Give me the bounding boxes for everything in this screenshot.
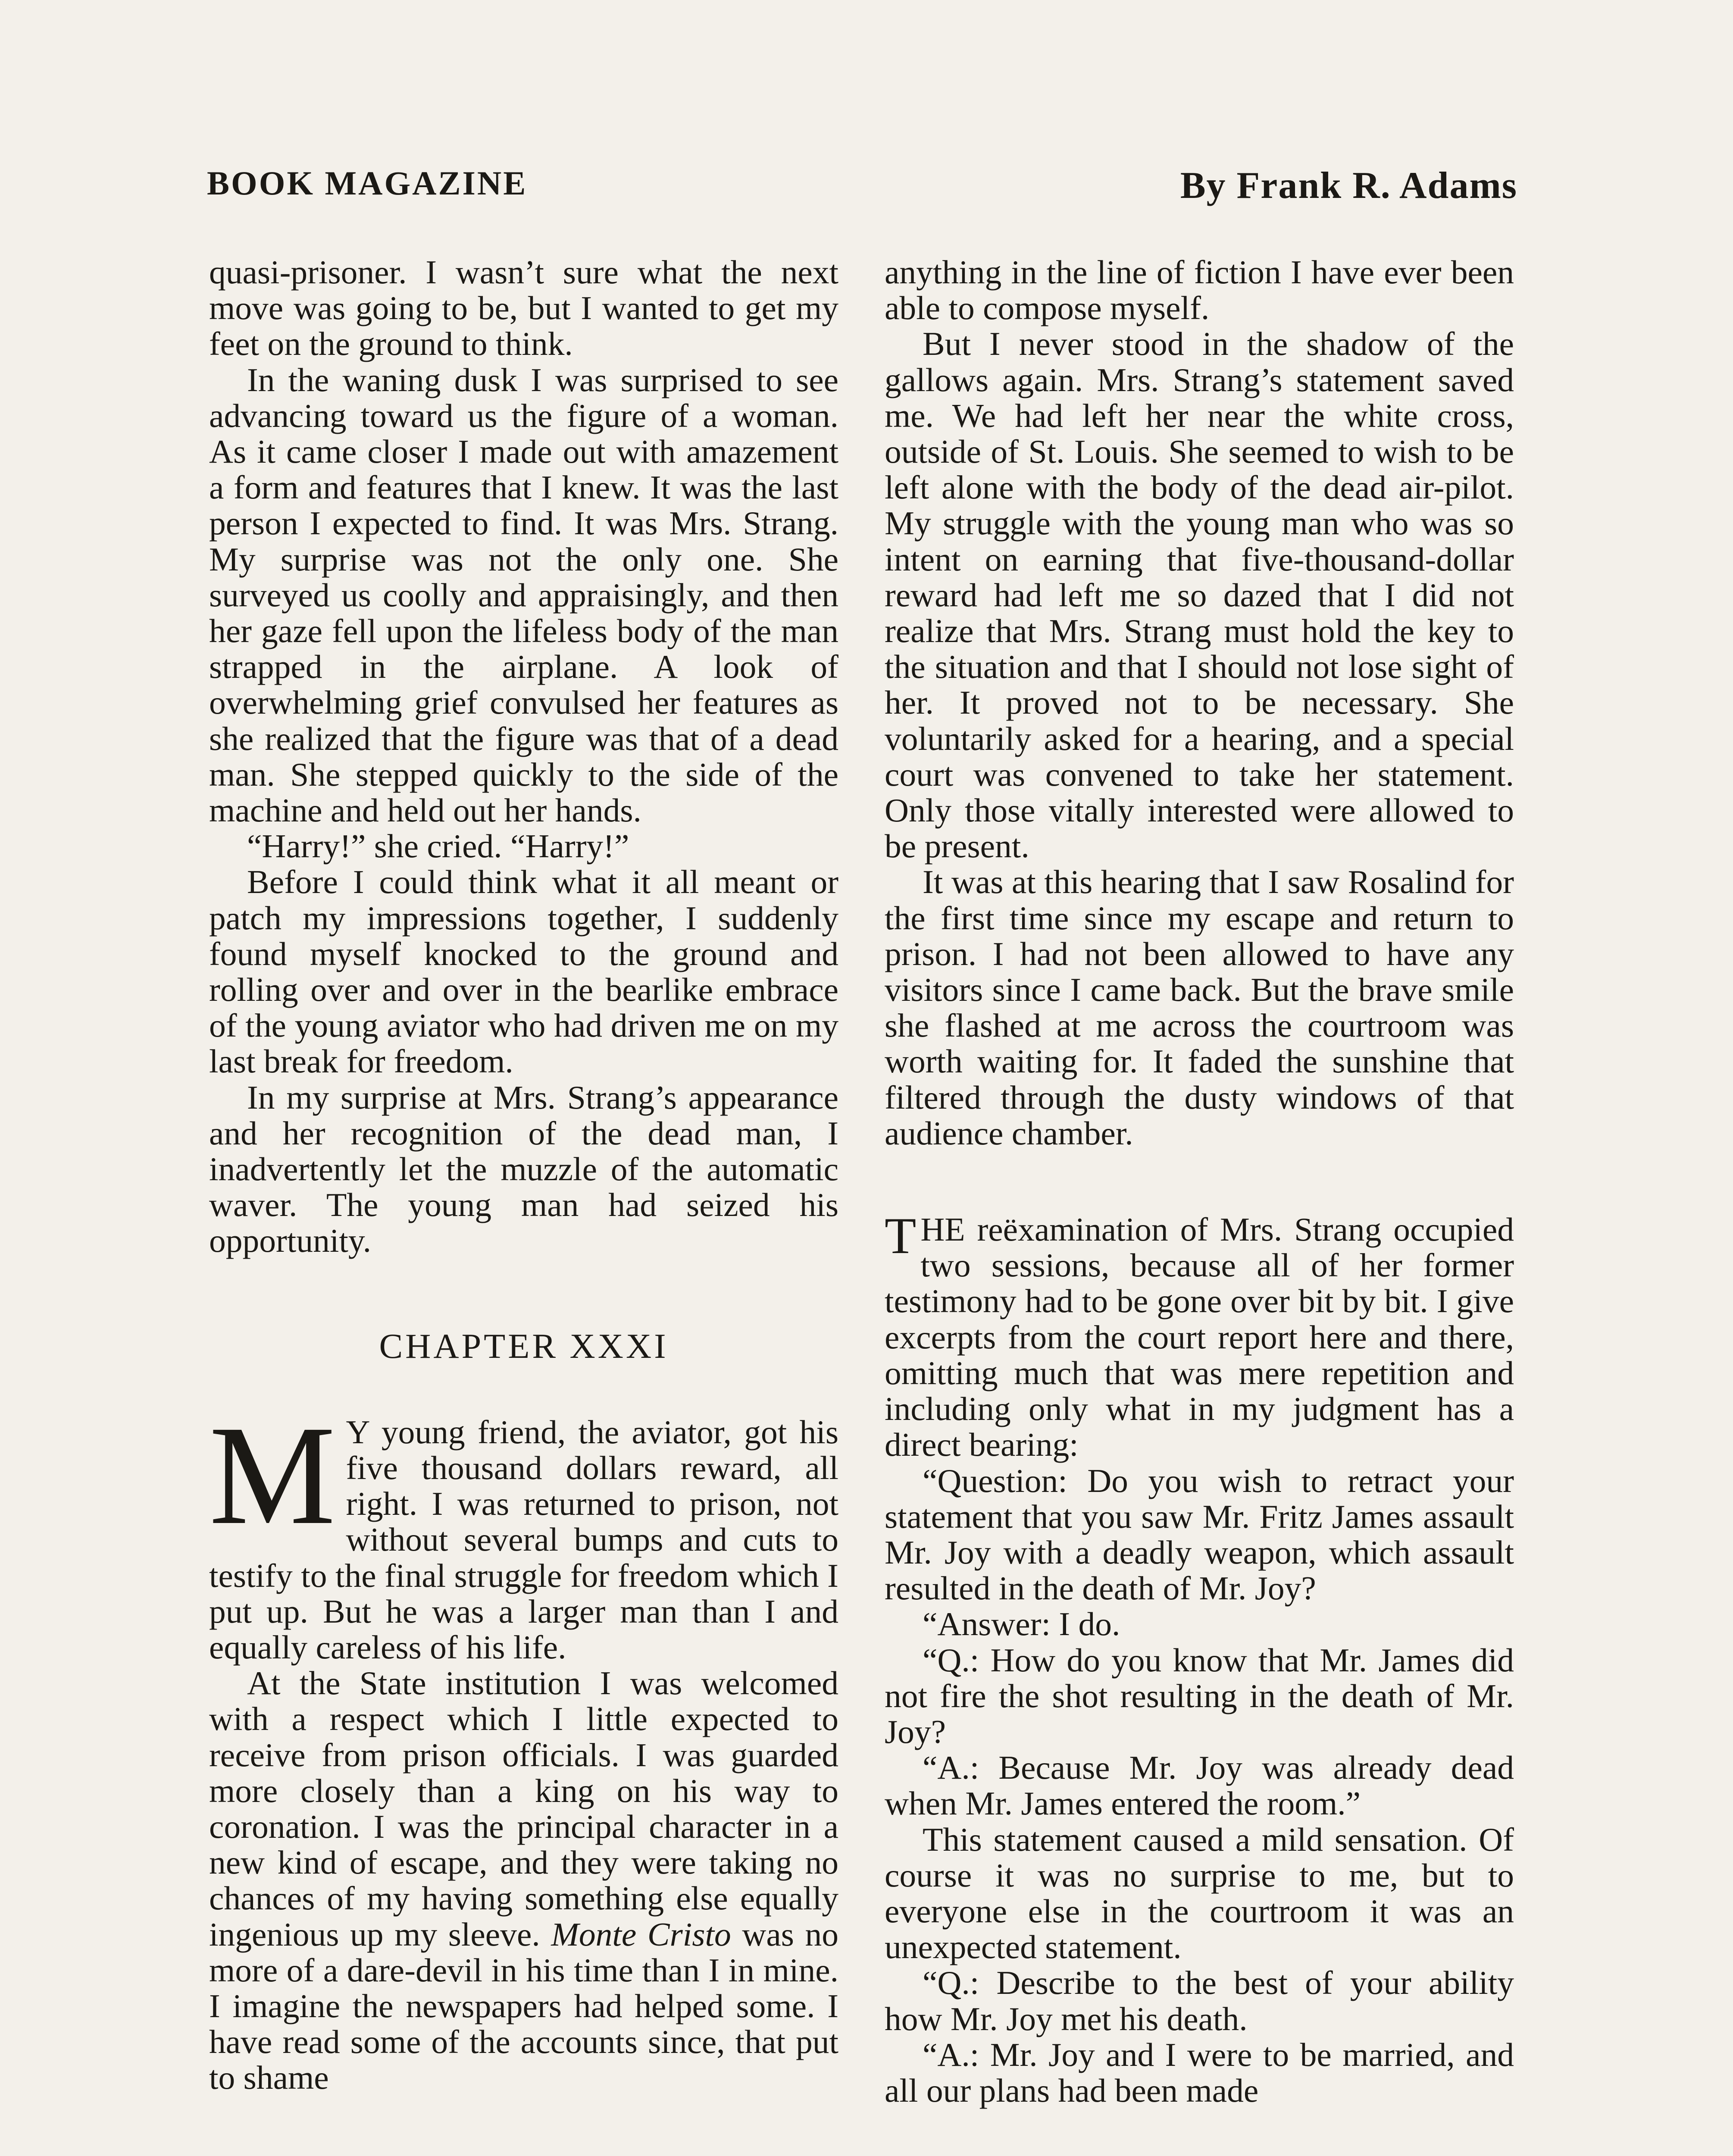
paragraph: In my surprise at Mrs. Strang’s appearance and her recognition of the dead man, I inadvertently let the muzzle of the automatic waver. The young man had seized his opportunity. bbox=[209, 1078, 838, 1260]
paragraph: It was at this hearing that I saw Rosalind for the first time since my escape and return to prison. I had not been allowed to have any visitors since I came back. But the brave smile she flashed at me across the courtroom was worth waiting for. It faded the sunshine that filtered through the dusty windows of that audience chamber. bbox=[885, 863, 1514, 1152]
paragraph: In the waning dusk I was surprised to see advancing toward us the figure of a woman. As it came closer I made out with amazement a form and features that I knew. It was the last person I expected to find. It was Mrs. Strang. My surprise was not the only one. She surveyed us coolly and appraisingly, and then her gaze fell upon the lifeless body of the man strapped in the airplane. A look of overwhelming grief convulsed her features as she realized that the figure was that of a dead man. She stepped quickly to the side of the machine and held out her hands. bbox=[209, 361, 838, 829]
paragraph: But I never stood in the shadow of the gallows again. Mrs. Strang’s statement saved me. We had left her near the white cross, outside of St. Louis. She seemed to wish to be left alone with the body of the dead air-pilot. My struggle with the young man who was so intent on earning that five-thousand-dollar reward had left me so dazed that I did not realize that Mrs. Strang must hold the key to the situation and that I should not lose sight of her. It proved not to be necessary. She voluntarily asked for a hearing, and a special court was convened to take her statement. Only those vitally interested were allowed to be present. bbox=[885, 325, 1514, 865]
magazine-title: BOOK MAGAZINE bbox=[207, 164, 528, 202]
paragraph: “A.: Mr. Joy and I were to be married, and all our plans had been made bbox=[885, 2036, 1514, 2109]
right-column bbox=[885, 254, 1514, 2109]
paragraph-text: HE reëxamination of Mrs. Strang occupied two sessions, because all of her former testimony had to be gone over bit by bit. I give excerpts from the court report here and there, omitting much that was mere repetition and including only what in my judgment has a direct bearing: bbox=[885, 1211, 1514, 1463]
paragraph: quasi-prisoner. I wasn’t sure what the next move was going to be, but I wanted to get my feet on the ground to think. bbox=[209, 254, 838, 363]
paragraph-with-drop-cap bbox=[209, 1396, 838, 1666]
paragraph-with-drop-cap bbox=[885, 1207, 1514, 1463]
left-column bbox=[209, 254, 838, 2096]
paragraph: “Q.: Describe to the best of your ability how Mr. Joy met his death. bbox=[885, 1964, 1514, 2037]
paragraph: This statement caused a mild sensation. Of course it was no surprise to me, but to everyone else in the courtroom it was an unexpected statement. bbox=[885, 1821, 1514, 1966]
paragraph: “A.: Because Mr. Joy was already dead when Mr. James entered the room.” bbox=[885, 1749, 1514, 1822]
paragraph: “Harry!” she cried. “Harry!” bbox=[247, 827, 629, 865]
running-head bbox=[207, 164, 1517, 211]
author-byline: By Frank R. Adams bbox=[1180, 165, 1517, 207]
paragraph bbox=[209, 1665, 838, 2096]
paragraph-text: Y young friend, the aviator, got his five thousand dollars reward, all right. I was returned to prison, not without several bumps and cuts to testify to the final struggle for freedom which I put up. But he was a larger man than I and equally careless of his life. bbox=[209, 1413, 838, 1666]
paragraph-text: was no more of a dare-devil in his time than I in mine. I imagine the newspapers had helped some. I have read some of the accounts since, that put to shame bbox=[209, 1915, 839, 2096]
paragraph-text: At the State institution I was welcomed with a respect which I little expected to receive from prison officials. I was guarded more closely than a king on his way to coronation. I was the principal character in a new kind of escape, and they were taking no chances of my having something else equally ingenious up my sleeve. bbox=[209, 1664, 838, 1953]
drop-cap: T bbox=[885, 1207, 917, 1265]
paragraph: Before I could think what it all meant or patch my impressions together, I suddenly found myself knocked to the ground and rolling over and over in the bearlike embrace of the young aviator who had driven me on my last break for freedom. bbox=[209, 863, 838, 1080]
paragraph: anything in the line of fiction I have ever been able to compose myself. bbox=[885, 254, 1514, 327]
drop-cap: M bbox=[209, 1396, 336, 1554]
book-title-italic: Monte Cristo bbox=[551, 1915, 731, 1953]
paragraph: “Answer: I do. bbox=[923, 1605, 1120, 1643]
paragraph: “Q.: How do you know that Mr. James did not fire the shot resulting in the death of Mr. Joy? bbox=[885, 1641, 1514, 1750]
chapter-heading: CHAPTER XXXI bbox=[379, 1326, 669, 1366]
section-break bbox=[885, 1151, 1514, 1212]
paragraph: “Question: Do you wish to retract your statement that you saw Mr. Fritz James assault Mr. Joy with a deadly weapon, which assault resulted in the death of Mr. Joy? bbox=[885, 1462, 1514, 1607]
